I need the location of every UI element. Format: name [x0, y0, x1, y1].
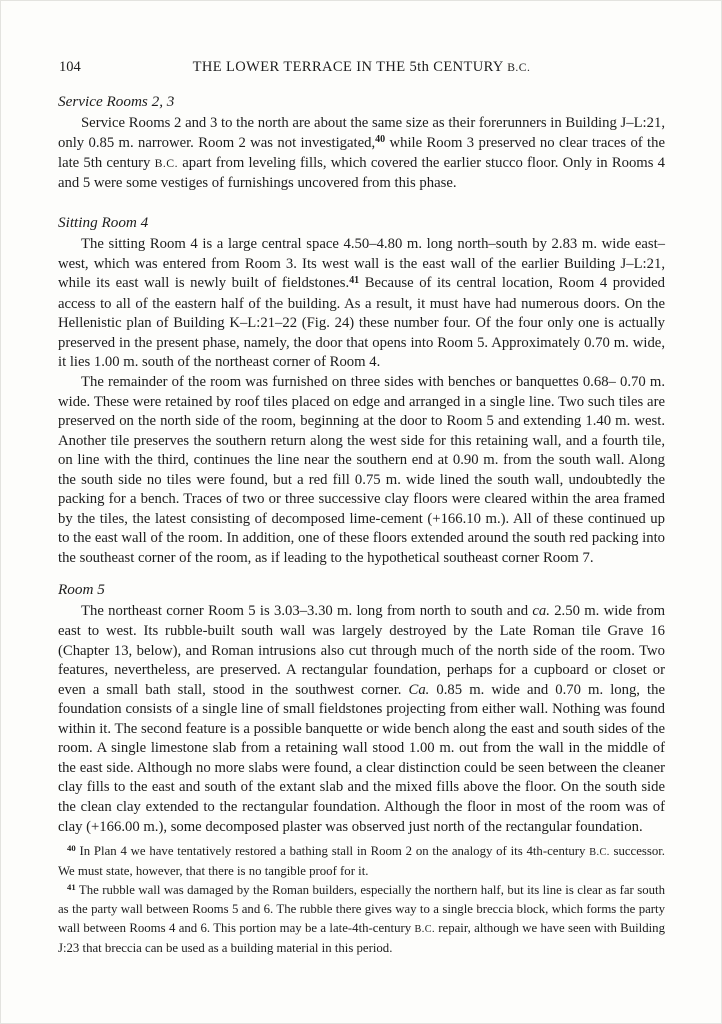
section-heading: Room 5	[58, 581, 105, 599]
body-paragraph	[58, 114, 665, 193]
page-body	[58, 92, 665, 837]
text-segment: In Plan 4 we have tentatively restored a bathing stall in Room 2 on the analogy of its 4th-century	[75, 844, 590, 859]
text-segment: repair, although we have seen with Building J:23 that breccia can be used as a building material in this period.	[58, 920, 665, 956]
text-segment: B.C.	[414, 923, 435, 935]
footnote-number: 40	[67, 843, 76, 854]
footnote-marker: 41	[349, 274, 360, 286]
footnotes	[58, 842, 665, 957]
page-number: 104	[59, 59, 81, 75]
text-section	[58, 92, 665, 193]
text-segment: The sitting Room 4 is a large central space 4.50–4.80 m. long north–south by 2.83 m. wide east–west, which was entered from Room 3. Its west wall is the east wall of the earlier Building J–L:21, while its east wall is newly built of fieldstones.	[58, 236, 665, 292]
text-segment: Because of its central location, Room 4 provided access to all of the eastern half of the building. As a result, it must have had numerous doors. On the Hellenistic plan of Building K–L:21–22 (Fig. 24) these number four. Of the four only one is actually preserved in the present phase, namely, the door that opens into Room 5. Approximately 0.70 m. wide, it lies 1.00 m. south of the northeast corner of Room 4.	[58, 275, 665, 371]
footnote	[58, 842, 665, 881]
text-section	[58, 213, 665, 568]
text-segment: Ca.	[408, 681, 430, 698]
body-paragraph	[58, 235, 665, 373]
text-segment: apart from leveling fills, which covered the earlier stucco floor. Only in Rooms 4 and 5 were some vestiges of furnishings uncovered from this phase.	[58, 155, 665, 191]
page-header	[58, 59, 665, 79]
body-paragraph	[58, 373, 665, 568]
text-segment: B.C.	[589, 847, 610, 859]
text-segment: 2.50 m. wide from east to west. Its rubble-built south wall was largely destroyed by the Late Roman tile Grave 16 (Chapter 13, below), and Roman intrusions also cut through much of the north side of the room. Two features, nevertheless, are preserved. A rectangular foundation, perhaps for a cupboard or closet or even a small bath stall, stood in the southwest corner.	[58, 603, 665, 698]
section-heading: Service Rooms 2, 3	[58, 93, 175, 110]
text-segment: 0.85 m. wide and 0.70 m. long, the foundation consists of a single line of small fieldstones projecting from either wall. Nothing was found within it. The second feature is a possible banquette or wide bench along the east and south sides of the room. A single limestone slab from a retaining wall stood 1.00 m. out from the wall in the middle of the east side. Although no more slabs were found, a clear distinction could be seen between the cleaner clay fills to the east and south of the extant slab and the mixed fills above the floor. On the south side the clean clay extended to the rectangular foundation. Although the floor in most of the room was of clay (+166.00 m.), some decomposed plaster was observed just north of the rectangular foundation.	[58, 681, 665, 835]
body-paragraph	[58, 602, 665, 837]
text-segment: successor. We must state, however, that there is no tangible proof for it.	[58, 844, 665, 879]
running-head-era: B.C.	[507, 61, 531, 74]
text-segment: The northeast corner Room 5 is 3.03–3.30 m. long from north to south and	[81, 603, 533, 620]
text-segment: while Room 3 preserved no clear traces of the late 5th century	[58, 134, 665, 172]
text-segment: B.C.	[154, 157, 179, 171]
running-head	[58, 59, 665, 76]
footnote	[58, 881, 665, 958]
footnote-number: 41	[67, 881, 76, 892]
running-head-text: THE LOWER TERRACE IN THE 5th CENTURY	[192, 59, 508, 75]
text-segment: ca.	[532, 603, 550, 620]
text-segment: The rubble wall was damaged by the Roman builders, especially the northern half, but its line is clear as far south as the party wall between Rooms 5 and 6. The rubble there gives way to a single breccia block, which forms the party wall between Rooms 4 and 6. This portion may be a late-4th-century	[58, 882, 665, 935]
footnote-marker: 40	[375, 134, 386, 146]
section-heading: Sitting Room 4	[58, 214, 149, 232]
text-segment: The remainder of the room was furnished on three sides with benches or banquettes 0.68– 0.70 m. wide. These were retained by roof tiles placed on edge and arranged in a single line. Two such tiles are preserved on the north side of the room, beginning at the door to Room 5 and extending 1.40 m. west. Another tile preserves the southern return along the west side for this retaining wall, and a fourth tile, on line with the third, continues the line near the southern end at 0.90 m. from the south wall. Along the south side no tiles were found, but a red fill 0.75 m. wide lined the south wall, undoubtedly the packing for a bench. Traces of two or three successive clay floors were cleared within the area framed by the tiles, the latest consisting of decomposed lime-cement (+166.10 m.). All of these continued up to the east wall of the room. In addition, one of these floors extended around the south red packing into the southeast corner of the room, as if leading to the hypothetical southeast corner Room 7.	[58, 374, 665, 566]
text-section	[58, 580, 665, 837]
text-segment: Service Rooms 2 and 3 to the north are about the same size as their forerunners in Building J–L:21, only 0.85 m. narrower. Room 2 was not investigated,	[58, 115, 665, 151]
